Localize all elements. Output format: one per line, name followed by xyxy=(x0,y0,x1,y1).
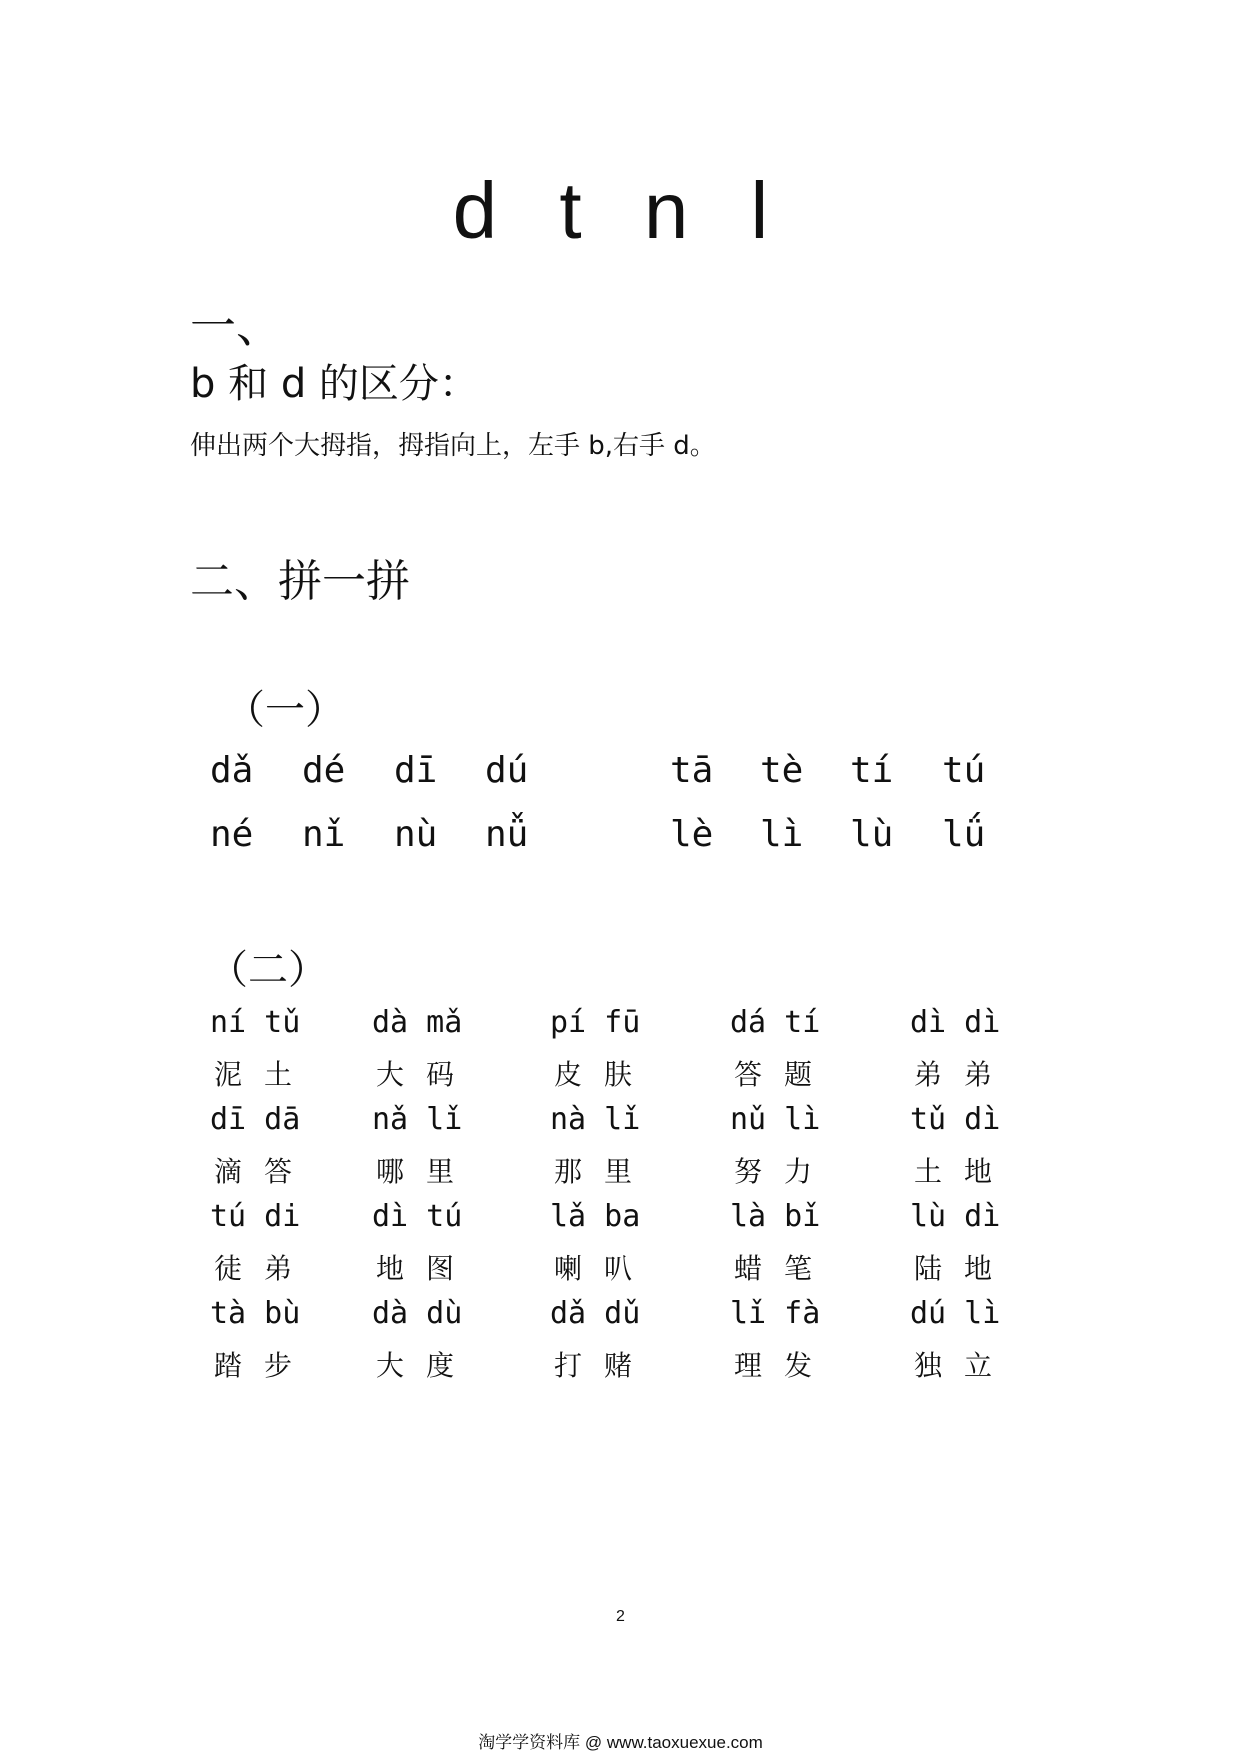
syllable: dú xyxy=(485,750,529,791)
word-pinyin: lǎ ba xyxy=(550,1199,641,1234)
syllable: tú xyxy=(942,750,986,791)
section-1-description: 伸出两个大拇指，拇指向上，左手 b,右手 d。 xyxy=(190,431,716,461)
syllable: tā xyxy=(670,750,714,791)
syllable: dī xyxy=(394,750,438,791)
word-pinyin: tǔ dì xyxy=(910,1102,1001,1137)
word-hanzi: 蜡笔 xyxy=(734,1252,835,1285)
syllable: lì xyxy=(760,814,804,855)
syllable: tè xyxy=(760,750,804,791)
page-number: 2 xyxy=(616,1608,625,1625)
section-2-heading: 二、拼一拼 xyxy=(190,556,410,607)
syllable: dǎ xyxy=(210,750,254,791)
word-hanzi: 滴答 xyxy=(214,1155,315,1188)
syllable: nǐ xyxy=(302,814,346,855)
syllable: lǘ xyxy=(942,814,986,855)
word-hanzi: 徒弟 xyxy=(214,1252,315,1285)
word-pinyin: ní tǔ xyxy=(210,1005,301,1040)
syllable: lù xyxy=(850,814,894,855)
word-hanzi: 喇叭 xyxy=(554,1252,655,1285)
word-pinyin: lù dì xyxy=(910,1199,1001,1234)
page-title: d t n l xyxy=(452,166,789,255)
syllable: nǚ xyxy=(485,814,529,855)
word-hanzi: 独立 xyxy=(914,1349,1015,1382)
syllable: lè xyxy=(670,814,714,855)
syllable: nù xyxy=(394,814,438,855)
word-pinyin: dī dā xyxy=(210,1102,301,1137)
word-pinyin: dà mǎ xyxy=(372,1005,463,1040)
word-hanzi: 土地 xyxy=(914,1155,1015,1188)
word-pinyin: nǎ lǐ xyxy=(372,1102,463,1137)
word-pinyin: dú lì xyxy=(910,1296,1001,1331)
word-hanzi: 大度 xyxy=(376,1349,477,1382)
word-pinyin: tà bù xyxy=(210,1296,301,1331)
word-pinyin: dǎ dǔ xyxy=(550,1296,641,1331)
word-pinyin: dà dù xyxy=(372,1296,463,1331)
word-pinyin: nǔ lì xyxy=(730,1102,821,1137)
part-2-label: （二） xyxy=(208,947,328,993)
part-1-label: （一） xyxy=(225,687,345,733)
word-pinyin: là bǐ xyxy=(730,1199,821,1234)
section-1-number: 一、 xyxy=(190,299,282,353)
syllable: né xyxy=(210,814,254,855)
word-pinyin: nà lǐ xyxy=(550,1102,641,1137)
word-hanzi: 弟弟 xyxy=(914,1058,1015,1091)
syllable: dé xyxy=(302,750,346,791)
word-hanzi: 踏步 xyxy=(214,1349,315,1382)
section-1-heading: b 和 d 的区分： xyxy=(190,361,479,407)
word-hanzi: 努力 xyxy=(734,1155,835,1188)
word-hanzi: 答题 xyxy=(734,1058,835,1091)
word-hanzi: 地图 xyxy=(376,1252,477,1285)
word-hanzi: 那里 xyxy=(554,1155,655,1188)
word-pinyin: pí fū xyxy=(550,1005,641,1040)
word-hanzi: 泥土 xyxy=(214,1058,315,1091)
word-hanzi: 大码 xyxy=(376,1058,477,1091)
word-hanzi: 理发 xyxy=(734,1349,835,1382)
word-hanzi: 打赌 xyxy=(554,1349,655,1382)
word-hanzi: 哪里 xyxy=(376,1155,477,1188)
footer-source: 淘学学资料库 @ www.taoxuexue.com xyxy=(478,1733,763,1752)
word-hanzi: 陆地 xyxy=(914,1252,1015,1285)
syllable: tí xyxy=(850,750,894,791)
word-hanzi: 皮肤 xyxy=(554,1058,655,1091)
word-pinyin: dá tí xyxy=(730,1005,821,1040)
word-pinyin: lǐ fà xyxy=(730,1296,821,1331)
word-pinyin: dì dì xyxy=(910,1005,1001,1040)
word-pinyin: tú di xyxy=(210,1199,301,1234)
word-pinyin: dì tú xyxy=(372,1199,463,1234)
